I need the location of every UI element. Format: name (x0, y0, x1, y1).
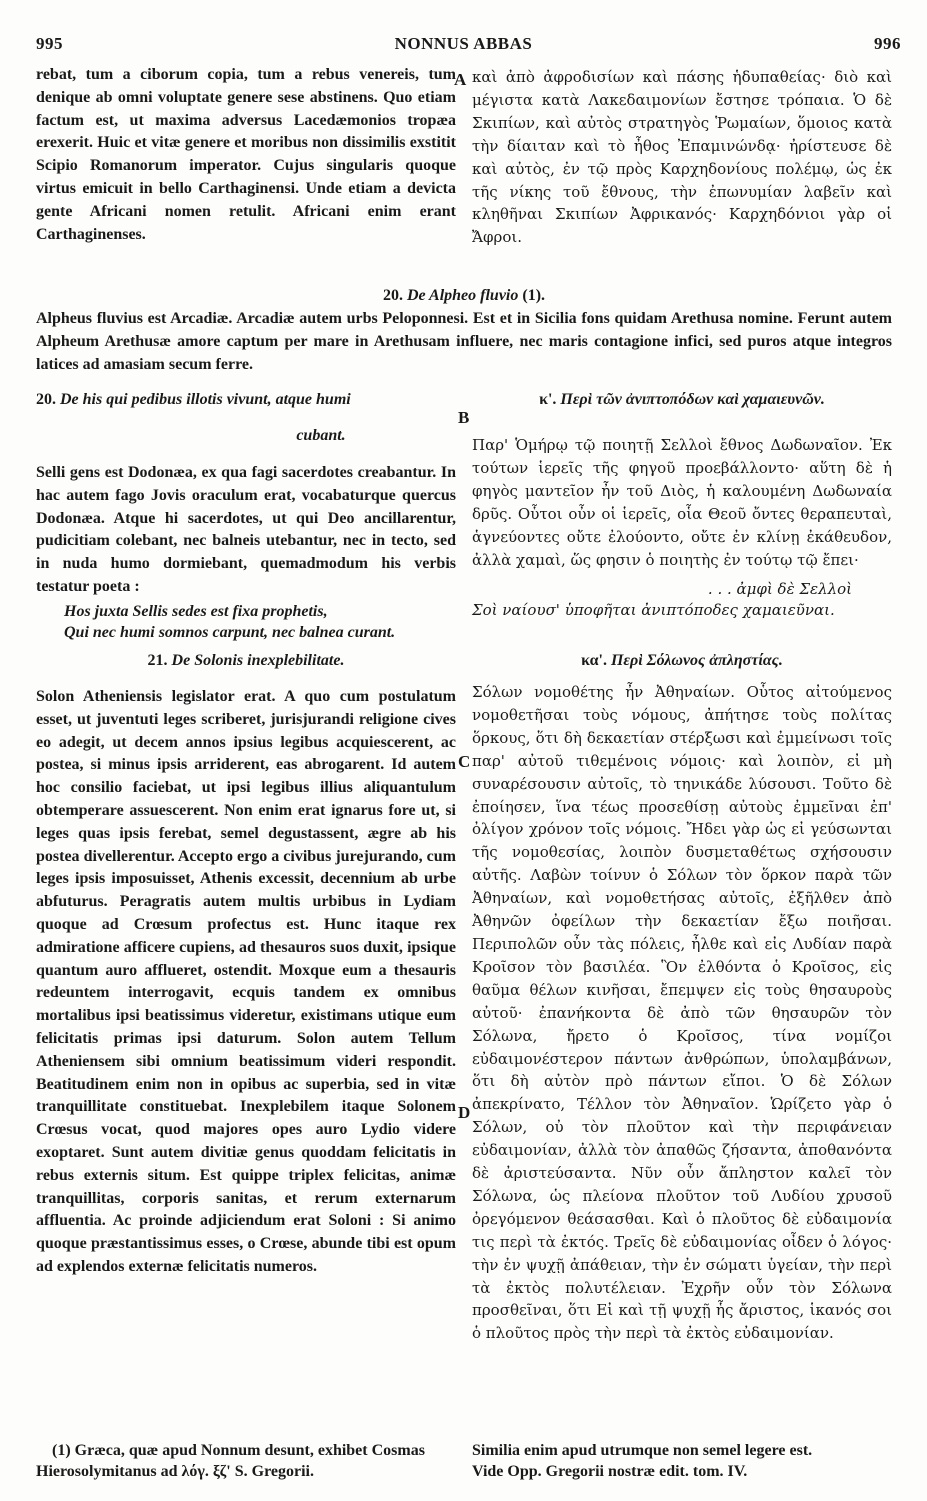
selli-greek-verse-2: Σοὶ ναίουσ' ὑποφῆται ἀνιπτόποδες χαμαιεῦναι. (472, 601, 835, 620)
solon-latin (36, 651, 456, 1279)
greek-column-top (472, 66, 892, 249)
selli-greek-number: κ'. (539, 391, 557, 408)
selli-latin-verse-2: Qui nec humi somnos carpunt, nec balnea curant. (64, 623, 396, 641)
selli-greek-heading (472, 390, 892, 410)
footnote-vide: Vide Opp. Gregorii nostræ edit. tom. IV. (472, 1463, 748, 1480)
solon-latin-text: Solon Atheniensis legislator erat. A quo cum postulatum esset, ut juventuti leges scriberet, jurisjurandi religione cives eo adegit, ut decem annos ipsius legibus acquiescerent, ac postea, si minus ipsis arriderent, eas abrogarent. Id autem hoc consilio faciebat, ut ipsi legibus illius aliquantulum obtemperare assuescerent. Non enim erat ignarus fore ut, si leges quas ipsis ferebat, semel degustassent, ægre ab his postea divellerentur. Accepto ergo a civibus jurejurando, cum leges ipsis imposuisset, Athenis excessit, decennium ab urbe abfuturus. Peragratis autem multis urbibus in Lydiam quoque ad Crœsum profectus est. Hunc itaque rex admiratione afficere cupiens, ad thesauros suos duxit, ipsique quantum auro afflueret, ostendit. Moxque eum a thesauris redeuntem interrogavit, ecquis tandem ex omnibus mortalibus ipsi beatissimus videretur, existimans utique eum felicitatis primas ipsi daturum. Solon autem Tellum Atheniensem sibi omnium beatissimum videri respondit. Beatitudinem enim non in opibus ac superbia, sed in vitæ tranquillitate constituebat. Inexplebilem itaque Solonem Crœsus vocat, quod majores opes auro Lydio videre exoptaret. Sunt autem divitiæ genus quoddam felicitatis in rebus externis situm. Est quippe triplex felicitas, animæ tranquillitas, corporis sanitas, et rerum externarum affluentia. Ac proinde adjiciendum erat Soloni : Si animo quoque præstantissimus esses, o Crœse, abunde tibi est opum ad explendos externæ felicitatis numeros. (36, 688, 456, 1275)
footnote-right (472, 1440, 892, 1482)
latin-paragraph-epaminondas: rebat, tum a ciborum copia, tum a rebus venereis, tum denique ab omni voluptate genere sese abstinens. Quo etiam factum est, ut maxima adversus Lacedæmonios tropæa erexerit. Huic et vitæ genere et moribus non dissimilis exstitit Scipio Romanorum imperator. Cujus singularis quoque virtus emicuit in bello Carthaginensi. Unde etiam a devicta gente Africani nomen retulit. Africani enim erant Carthaginenses. (36, 66, 456, 243)
footnote-left (36, 1440, 456, 1482)
alpheus-heading (36, 286, 892, 306)
selli-latin-number: 20. (36, 391, 56, 408)
solon-greek-number: κα'. (581, 652, 607, 669)
solon-latin-heading (36, 651, 456, 671)
margin-marker-d: D (458, 1103, 471, 1122)
solon-greek-heading (472, 651, 892, 671)
margin-marker-c: C (458, 752, 471, 771)
selli-latin-heading-cont: cubant. (296, 427, 346, 444)
footnote-cosmas: (1) Græca, quæ apud Nonnum desunt, exhibet Cosmas Hierosolymitanus ad λόγ. ξζ' S. Gregorii. (36, 1442, 425, 1480)
solon-latin-number: 21. (147, 652, 168, 669)
selli-latin-title: De his qui pedibus illotis vivunt, atque humi (60, 391, 351, 408)
alpheus-number: 20. (382, 287, 403, 304)
alpheus-text: Alpheus fluvius est Arcadiæ. Arcadiæ autem urbs Peloponnesi. Est et in Sicilia fons quidam Arethusa nomine. Ferunt autem Alpheum Arethusæ amore captum per mare in Arethusam influere, nec maris contagione infici, sed puros atque integros latices ad amasiam secum ferre. (36, 310, 892, 373)
selli-greek-verse-1: . . . ἀμφὶ δὲ Σελλοὶ (707, 580, 852, 599)
page-number-right: 996 (874, 34, 901, 53)
margin-marker-a: A (454, 70, 467, 89)
solon-latin-title: De Solonis inexplebilitate. (171, 652, 345, 669)
greek-paragraph-epaminondas: καὶ ἀπὸ ἀφροδισίων καὶ πάσης ἡδυπαθείας· διὸ καὶ μέγιστα κατὰ Λακεδαιμονίων ἔστησε τρόπαια. Ὁ δὲ Σκιπίων, καὶ αὐτὸς στρατηγὸς Ῥωμαίων, ὅμοιος κατὰ τὴν δίαιταν καὶ τὸ ἦθος Ἐπαμινώνδᾳ· ἠρίστευσε δὲ καὶ αὐτὸς, ἐν τῷ πρὸς Καρχηδονίους πολέμῳ, ὡς ἐκ τῆς νίκης τοῦ ἔθνους, τὴν ἐπωνυμίαν λαβεῖν καὶ κληθῆναι Σκιπίων Ἀφρικανός· Καρχηδόνιοι γὰρ οἱ Ἄφροι. (472, 68, 892, 247)
running-title: NONNUS ABBAS (394, 34, 533, 53)
selli-latin-text: Selli gens est Dodonæa, ex qua fagi sacerdotes creabantur. In hac autem fago Jovis oraculum erat, vocabaturque quercus Dodonæa. Atque hi sacerdotes, ut qui Deo ancillarentur, pudicitiam colebant, nec balneis utebantur, nec in tecto, sed in nuda humo dormiebant, quemadmodum his verbis testatur poeta : (36, 464, 456, 595)
footnote-similia: Similia enim apud utrumque non semel legere est. (472, 1442, 813, 1459)
alpheus-footnote-ref: (1). (522, 287, 546, 304)
selli-latin-heading (36, 390, 456, 410)
selli-greek-text: Παρ' Ὁμήρῳ τῷ ποιητῇ Σελλοὶ ἔθνος Δωδωναῖον. Ἐκ τούτων ἱερεῖς τῆς φηγοῦ προεβάλλοντο· αὕτη δὲ ἡ φηγὸς μαντεῖον ἦν τοῦ Διὸς, ἡ καλουμένη Δωδωναία δρῦς. Οὗτοι οὖν οἱ ἱερεῖς, οἷα Θεοῦ ὄντες θεραπευταὶ, ἁγνεύοντες οὔτε ἐλούοντο, οὔτε ἐν κλίνῃ ἐκάθευδον, ἀλλὰ χαμαὶ, ὥς φησιν ὁ ποιητὴς ἐν τούτῳ τῷ ἔπει· (472, 436, 892, 569)
solon-greek (472, 651, 892, 1345)
alpheus-section (36, 286, 892, 376)
latin-column-top (36, 64, 456, 246)
selli-latin (36, 390, 456, 643)
alpheus-title: De Alpheo fluvio (406, 287, 519, 304)
page-number-left: 995 (36, 34, 63, 53)
selli-greek-title: Περὶ τῶν ἀνιπτοπόδων καὶ χαμαιευνῶν. (560, 391, 825, 408)
selli-latin-verse-1: Hos juxta Sellis sedes est fixa prophetis, (64, 602, 328, 620)
solon-greek-text: Σόλων νομοθέτης ἦν Ἀθηναίων. Οὗτος αἰτούμενος νομοθετῆσαι τοὺς νόμους, ἀπήτησε τοὺς πολίτας ὅρκους, ὅτι δὴ δεκαετίαν στέρξωσι καὶ ἐμμείνωσι τοῖς παρ' αὐτοῦ τιθεμένοις νόμοις· καὶ λοιπὸν, εἰ μὴ συναρέσουσιν αὐτοῖς, τὸ τηνικάδε λύσουσι. Τοῦτο δὲ ἐποίησεν, ἵνα τέως προσεθίσῃ αὐτοὺς ἐμμεῖναι ἐπ' ὀλίγον χρόνον τοῖς νόμοις. Ἤδει γὰρ ὡς εἰ γεύσωνται τῆς νομοθεσίας, λοιπὸν δυσμεταθέτως σχήσουσιν αὐτῆς. Λαβὼν τοίνυν ὁ Σόλων τὸν ὅρκον παρὰ τῶν Ἀθηναίων, καὶ νομοθετήσας αὐτοῖς, ἐξῆλθεν ἀπὸ Ἀθηνῶν ὀφείλων τὴν δεκαετίαν ἔξω ποιῆσαι. Περιπολῶν οὖν τὰς πόλεις, ἦλθε καὶ εἰς Λυδίαν παρὰ Κροῖσον τὸν βασιλέα. Ὃν ἐλθόντα ὁ Κροῖσος, εἰς θαῦμα θέλων κινῆσαι, ἔπεμψεν εἰς τοὺς θησαυροὺς αὐτοῦ· ἐπανήκοντα δὲ ἀπὸ τῶν θησαυρῶν τὸν Σόλωνα, ἤρετο ὁ Κροῖσος, τίνα νομίζοι εὐδαιμονέστερον πάντων ἀνθρώπων, ὑπολαμβάνων, ὅτι δὴ αὐτὸν πρὸ πάντων εἴποι. Ὁ δὲ Σόλων ἀπεκρίνατο, Τέλλον τὸν Ἀθηναῖον. Ὡρίζετο γὰρ ὁ Σόλων, οὐ τὸν πλοῦτον καὶ τὴν περιφάνειαν εὐδαιμονίαν, ἀλλὰ τὸν ἀπαθῶς ζήσαντα, ἀποθανόντα δὲ ἀριστεύσαντα. Νῦν οὖν ἄπληστον καλεῖ τὸν Σόλωνα, ὡς πλείονα πλοῦτον τοῦ Λυδίου χρυσοῦ ὀρεγόμενον θεάσασθαι. Καὶ ὁ πλοῦτος δὲ εὐδαιμονία τις περὶ τὰ ἐκτός. Τρεῖς δὲ εὐδαιμονίας οἶδεν ὁ λόγος· τὴν ἐν ψυχῇ ἀπάθειαν, τὴν ἐν σώματι ὑγείαν, τὴν περὶ τὰ ἐκτὸς πολυτέλειαν. Ἐχρῆν οὖν τὸν Σόλωνα προσθεῖναι, ὅτι Εἰ καὶ τῇ ψυχῇ ἧς ἄριστος, ἱκανός σοι ὁ πλοῦτος πρὸς τὴν περὶ τὰ ἐκτὸς εὐδαιμονίαν. (472, 683, 892, 1343)
solon-greek-title: Περὶ Σόλωνος ἀπληστίας. (610, 652, 783, 669)
selli-greek (472, 390, 892, 621)
margin-marker-b: B (458, 408, 470, 427)
